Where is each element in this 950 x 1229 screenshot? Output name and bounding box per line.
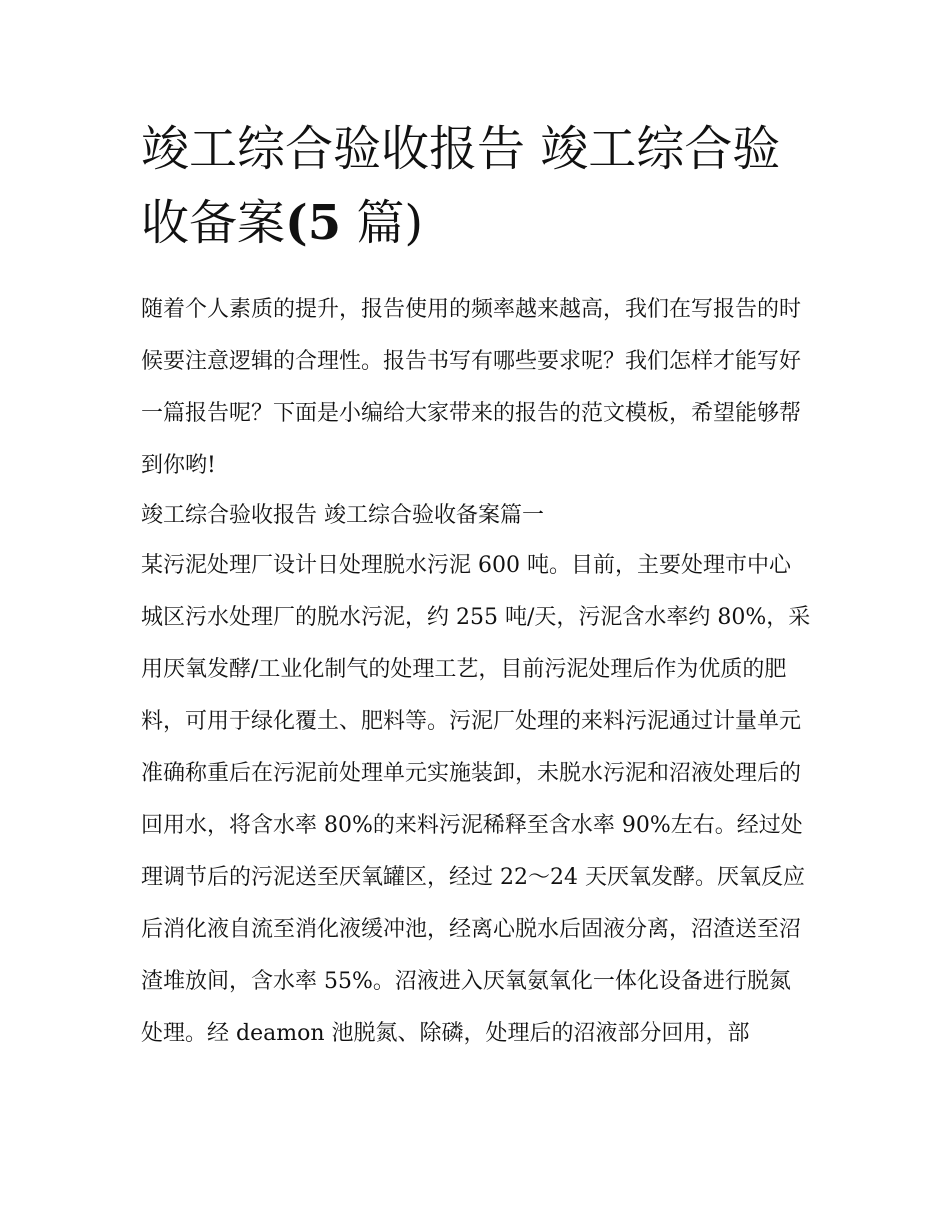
title-line-2-suffix: 篇) [341,195,424,251]
title-line-2-prefix: 收备案 [141,195,286,251]
title-line-1: 竣工综合验收报告 竣工综合验 [141,121,781,177]
section-heading: 竣工综合验收报告 竣工综合验收备案篇一 [141,503,544,528]
title-line-2-count: (5 [285,195,342,251]
intro-paragraph: 随着个人素质的提升，报告使用的频率越来越高，我们在写报告的时候要注意逻辑的合理性。报告书写有哪些要求呢？我们怎样才能写好一篇报告呢？下面是小编给大家带来的报告的范文模板，希望能够帮到你哟! [141,297,802,478]
document-content [141,112,811,1060]
document-title [141,112,811,260]
section-body-paragraph: 某污泥处理厂设计日处理脱水污泥 600 吨。目前，主要处理市中心城区污水处理厂的脱水污泥，约 255 吨/天，污泥含水率约 80%，采用厌氧发酵/工业化制气的处理工艺，目前污泥处理后作为优质的肥料，可用于绿化覆土、肥料等。污泥厂处理的来料污泥通过计量单元准确称重后在污泥前处理单元实施装卸，未脱水污泥和沼液处理后的回用水，将含水率 80%的来料污泥稀释至含水率 90%左右。经过处理调节后的污泥送至厌氧罐区，经过 22～24 天厌氧发酵。厌氧反应后消化液自流至消化液缓冲池，经离心脱水后固液分离，沼渣送至沼渣堆放间，含水率 55%。沼液进入厌氧氨氧化一体化设备进行脱氮处理。经 deamon 池脱氮、除磷，处理后的沼液部分回用，部 [141,553,811,1046]
